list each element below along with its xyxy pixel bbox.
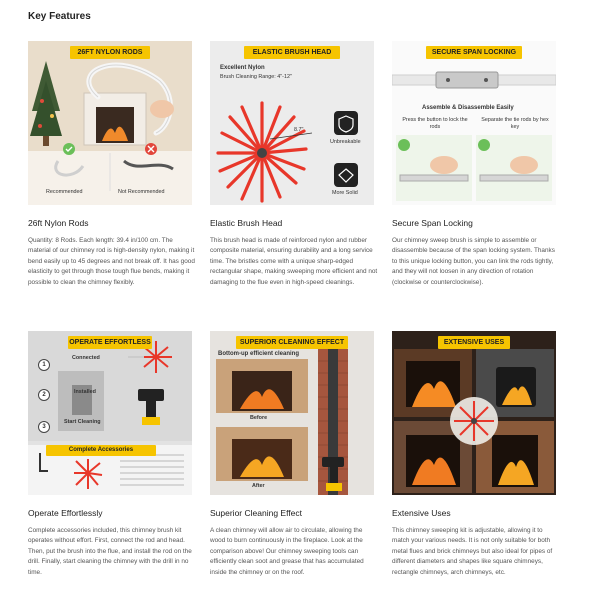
operate-image	[28, 331, 192, 495]
extensive-uses-banner: EXTENSIVE USES	[438, 336, 510, 349]
span-locking-banner: SECURE SPAN LOCKING	[426, 46, 522, 59]
assemble-label: Assemble & Disassemble Easily	[422, 105, 514, 111]
feature-title: Elastic Brush Head	[210, 218, 283, 228]
brush-head-image	[210, 41, 374, 205]
more-solid-label: More Solid	[332, 190, 358, 196]
before-label: Before	[250, 415, 268, 421]
not-recommended-label: Not Recommended	[118, 189, 165, 195]
nylon-rods-banner: 26FT NYLON RODS	[70, 46, 150, 59]
feature-description: This chimney sweeping kit is adjustable, allowing it to match your various needs. It is not only suitable for both metal flues and brick chimneys but also ideal for pipes of different diameters and shapes like square chimneys, rectangle chimneys, arch chimneys, etc.	[392, 527, 553, 576]
feature-description: Quantity: 8 Rods. Each length: 39.4 in/100 cm. The material of our chimney rod is high-density nylon, making it bend easily up to 45 degrees and not break off. It has good elasticity to get through those tough flue bends, making it possible to clean the chimney flexibly.	[28, 237, 195, 286]
bottom-up-label: Bottom-up efficient cleaning	[218, 351, 299, 357]
unbreakable-label: Unbreakable	[330, 139, 361, 145]
start-cleaning-label: Start Cleaning	[64, 419, 101, 425]
feature-card-brush-head	[210, 41, 378, 286]
feature-card-span-locking	[392, 41, 556, 286]
brush-head-banner: ELASTIC BRUSH HEAD	[244, 46, 340, 59]
feature-description: Our chimney sweep brush is simple to assemble or disassemble because of the span locking system. Thanks to this unique locking button, you can link the rods tightly, and they will not loosen in any direction of rotation (clockwise or counterclockwise).	[392, 237, 555, 286]
feature-description: This brush head is made of reinforced nylon and rubber composite material, ensuring durability and a long service time. The bristles come with a unique sharp-edged rectangular shape, making sweeping more efficient and not damaging to the flue even in high-speed cleanings.	[210, 237, 378, 286]
after-label: After	[252, 483, 265, 489]
step-number: 3	[38, 421, 50, 433]
feature-card-nylon-rods	[28, 41, 195, 286]
step-number: 1	[38, 359, 50, 371]
extensive-uses-image	[392, 331, 556, 495]
installed-label: Installed	[74, 389, 96, 395]
size-label: 8.7"	[294, 127, 304, 133]
feature-card-cleaning-effect	[210, 331, 374, 576]
nylon-rods-image	[28, 41, 192, 205]
feature-title: 26ft Nylon Rods	[28, 218, 89, 228]
feature-title: Extensive Uses	[392, 508, 451, 518]
recommended-label: Recommended	[46, 189, 83, 195]
feature-description: Complete accessories included, this chimney brush kit operates without effort. First, connect the rod and head. Then, put the brush into the flue, and install the rod on the drill. Finally, start cleaning the chimney with the drill in no time.	[28, 527, 192, 576]
step-number: 2	[38, 389, 50, 401]
cleaning-range-label: Brush Cleaning Range: 4"-12"	[220, 74, 292, 80]
feature-description: A clean chimney will allow air to circulate, allowing the wood to burn continuously in the fireplace. Look at the comparison above! Our chimney sweeping tools can efficiently clean soot and grease that has accumulated inside the chimney or on the roof.	[210, 527, 364, 576]
lock-rods-label: Press the button to lock the rods	[402, 117, 468, 130]
operate-banner: OPERATE EFFORTLESS	[68, 336, 152, 349]
feature-title: Superior Cleaning Effect	[210, 508, 302, 518]
extensive-uses-illustration	[392, 331, 556, 495]
cleaning-effect-banner: SUPERIOR CLEANING EFFECT	[236, 336, 348, 349]
connected-label: Connected	[72, 355, 100, 361]
operate-illustration	[28, 331, 192, 495]
cleaning-effect-image	[210, 331, 374, 495]
nylon-rods-illustration	[28, 41, 192, 205]
separate-rods-label: Separate the tie rods by hex key	[481, 117, 549, 130]
section-title: Key Features	[28, 11, 91, 22]
accessories-banner: Complete Accessories	[46, 445, 156, 456]
feature-title: Operate Effortlessly	[28, 508, 103, 518]
feature-card-extensive-uses	[392, 331, 556, 576]
feature-card-operate	[28, 331, 192, 576]
excellent-nylon-label: Excellent Nylon	[220, 65, 265, 71]
feature-title: Secure Span Locking	[392, 218, 473, 228]
span-locking-image	[392, 41, 556, 205]
